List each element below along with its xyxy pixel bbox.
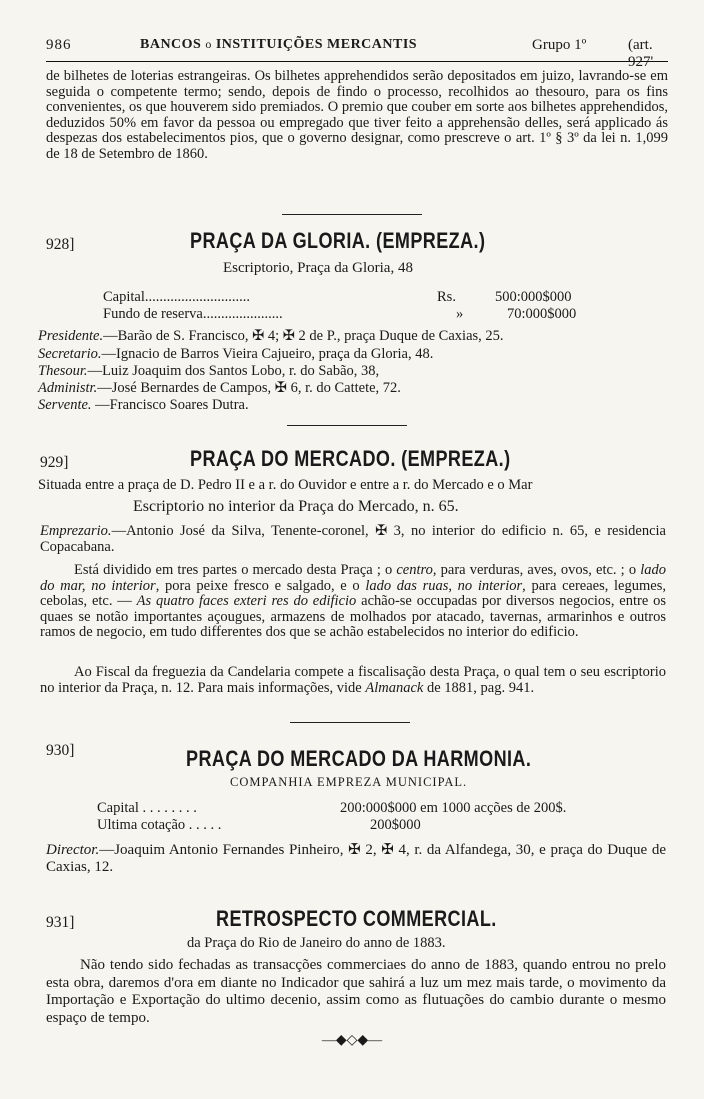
p1b: , para verduras, aves, ovos, etc. ; o	[432, 562, 641, 578]
entry-929-emprezario	[40, 524, 666, 555]
p2b: de 1881, pag. 941.	[423, 679, 535, 696]
running-header	[46, 34, 668, 70]
entry-928-number: 928]	[46, 236, 75, 253]
p2a: Ao Fiscal da freguezia da Candelaria compete a fiscalisação desta Praça, o qual tem o seu escriptorio no interior da Praça, n. 12. Para mais informações, vide	[40, 664, 666, 696]
entry-928-capital-value: 500:000$000	[495, 289, 572, 305]
officer-secretario	[38, 346, 433, 363]
entry-929-number: 929]	[40, 454, 69, 471]
entry-928-reserve-value: 70:000$000	[507, 306, 577, 322]
entry-929-subtitle: Situada entre a praça de D. Pedro II e a r. do Ouvidor e entre a r. do Mercado e o Mar	[38, 477, 533, 493]
p1i2: lado do mar, no interior	[40, 562, 666, 594]
ornament-divider: —◆◇◆—	[321, 1033, 383, 1048]
entry-930-title: PRAÇA DO MERCADO DA HARMONIA.	[186, 746, 532, 771]
officer-role: Thesour.	[38, 363, 88, 379]
officer-role: Director.	[46, 842, 100, 858]
officer-presidente	[38, 328, 504, 345]
entry-930-cotacao-label: Ultima cotação . . . . .	[97, 817, 222, 833]
officer-thesoureiro	[38, 363, 379, 380]
p1e: achão-se occupadas por diversos negocios, entre os quaes se notão importantes açougues, armazens de molhados por atacado, tavernas, armarinhos e outros ramos de negocio, em tudo differentes dos que se achão estabelecidos no interior do edificio.	[40, 593, 666, 640]
p1i4: As quatro faces exteri res do edificio	[136, 593, 357, 609]
separator-1	[282, 214, 422, 215]
separator-3	[290, 722, 410, 723]
p1d: , para cereaes, legumes, cebolas, etc. —	[40, 577, 666, 609]
p1i1: centro	[396, 562, 433, 578]
header-article: (art. 927'	[628, 37, 654, 70]
officer-role: Secretario.	[38, 346, 102, 362]
entry-929-title: PRAÇA DO MERCADO. (EMPREZA.)	[190, 446, 511, 471]
officer-role: Servente.	[38, 397, 92, 413]
entry-931-title: RETROSPECTO COMMERCIAL.	[216, 906, 497, 931]
entry-931-subtitle: da Praça do Rio de Janeiro do anno de 1883.	[187, 935, 446, 951]
entry-928-capital-unit: Rs.	[437, 289, 456, 305]
officer-role: Administr.	[38, 380, 98, 396]
officer-administrador	[38, 380, 401, 397]
header-title-b: INSTITUIÇÕES MERCANTIS	[215, 37, 418, 52]
officer-text: —Joaquim Antonio Fernandes Pinheiro, ✠ 2, ✠ 4, r. da Alfandega, 30, e praça do Duque de Caxias, 12.	[46, 842, 666, 875]
separator-2	[287, 425, 407, 426]
entry-929-paragraph-2	[40, 665, 666, 696]
entry-930-capital-value: 200:000$000 em 1000 acções de 200$.	[340, 800, 567, 816]
entry-928-title: PRAÇA DA GLORIA. (EMPREZA.)	[190, 228, 486, 253]
entry-928-reserve-label: Fundo de reserva......................	[103, 306, 283, 322]
officer-role: Emprezario.	[40, 523, 112, 539]
p1a: Está dividido em tres partes o mercado desta Praça ; o	[74, 562, 397, 578]
header-group: Grupo 1º	[532, 37, 587, 53]
p2i: Almanack	[365, 679, 424, 696]
entry-930-cotacao-value: 200$000	[370, 817, 421, 833]
entry-930-capital-label: Capital . . . . . . . .	[97, 800, 197, 816]
entry-928-reserve-unit: »	[456, 306, 464, 322]
entry-930-number: 930]	[46, 742, 75, 759]
intro-paragraph: de bilhetes de loterias estrangeiras. Os bilhetes apprehendidos serão depositados em juizo, lavrando-se em seguida o competente termo; sendo, depois de findo o processo, recolhidos ao thesouro, para os fins convenientes, os que houverem sido premiados. O premio que couber em sorte aos bilhetes apprehendidos, deduzidos 50% em favor da pessoa ou empregado que tiver feito a apprehensão delles, será applicado ás despezas dos estabelecimentos pios, que o governo designar, como prescreve o art. 1º § 3º da lei n. 1,099 de 18 de Setembro de 1860.	[46, 68, 668, 162]
header-rule	[46, 61, 668, 62]
entry-930-subtitle: COMPANHIA EMPREZA MUNICIPAL.	[230, 775, 468, 789]
entry-928-capital-label: Capital.............................	[103, 289, 251, 305]
header-title	[140, 37, 417, 53]
page-number: 986	[46, 37, 72, 53]
officer-text: —Antonio José da Silva, Tenente-coronel, ✠ 3, no interior do edificio n. 65, e residencia Copacabana.	[40, 523, 666, 555]
entry-931-number: 931]	[46, 914, 75, 931]
entry-931-paragraph: Não tendo sido fechadas as transacções commerciaes do anno de 1883, quando entrou no prelo esta obra, daremos d'ora em diante no Indicador que sahirá a luz um mez mais tarde, o movimento da Importação e Exportação do ultimo decenio, assim como as flutuações do cambio durante o mesmo espaço de tempo.	[46, 957, 666, 1026]
entry-930-director	[46, 842, 666, 876]
p1c: , pora peixe fresco e salgado, e o	[155, 577, 366, 594]
entry-928-subtitle: Escriptorio, Praça da Gloria, 48	[223, 260, 413, 276]
header-title-o: o	[205, 37, 212, 51]
officer-text: —José Bernardes de Campos, ✠ 6, r. do Cattete, 72.	[97, 380, 401, 396]
entry-929-office: Escriptorio no interior da Praça do Mercado, n. 65.	[133, 498, 459, 515]
header-title-a: BANCOS	[140, 37, 202, 52]
officer-text: —Francisco Soares Dutra.	[91, 397, 249, 413]
officer-text: —Barão de S. Francisco, ✠ 4; ✠ 2 de P., praça Duque de Caxias, 25.	[103, 328, 504, 344]
officer-servente	[38, 397, 249, 414]
officer-text: —Ignacio de Barros Vieira Cajueiro, praça da Gloria, 48.	[101, 346, 434, 362]
p1i3: lado das ruas, no interior	[365, 577, 523, 594]
officer-text: —Luiz Joaquim dos Santos Lobo, r. do Sabão, 38,	[87, 363, 380, 379]
officer-role: Presidente.	[38, 328, 104, 344]
entry-929-paragraph-1	[40, 563, 666, 641]
